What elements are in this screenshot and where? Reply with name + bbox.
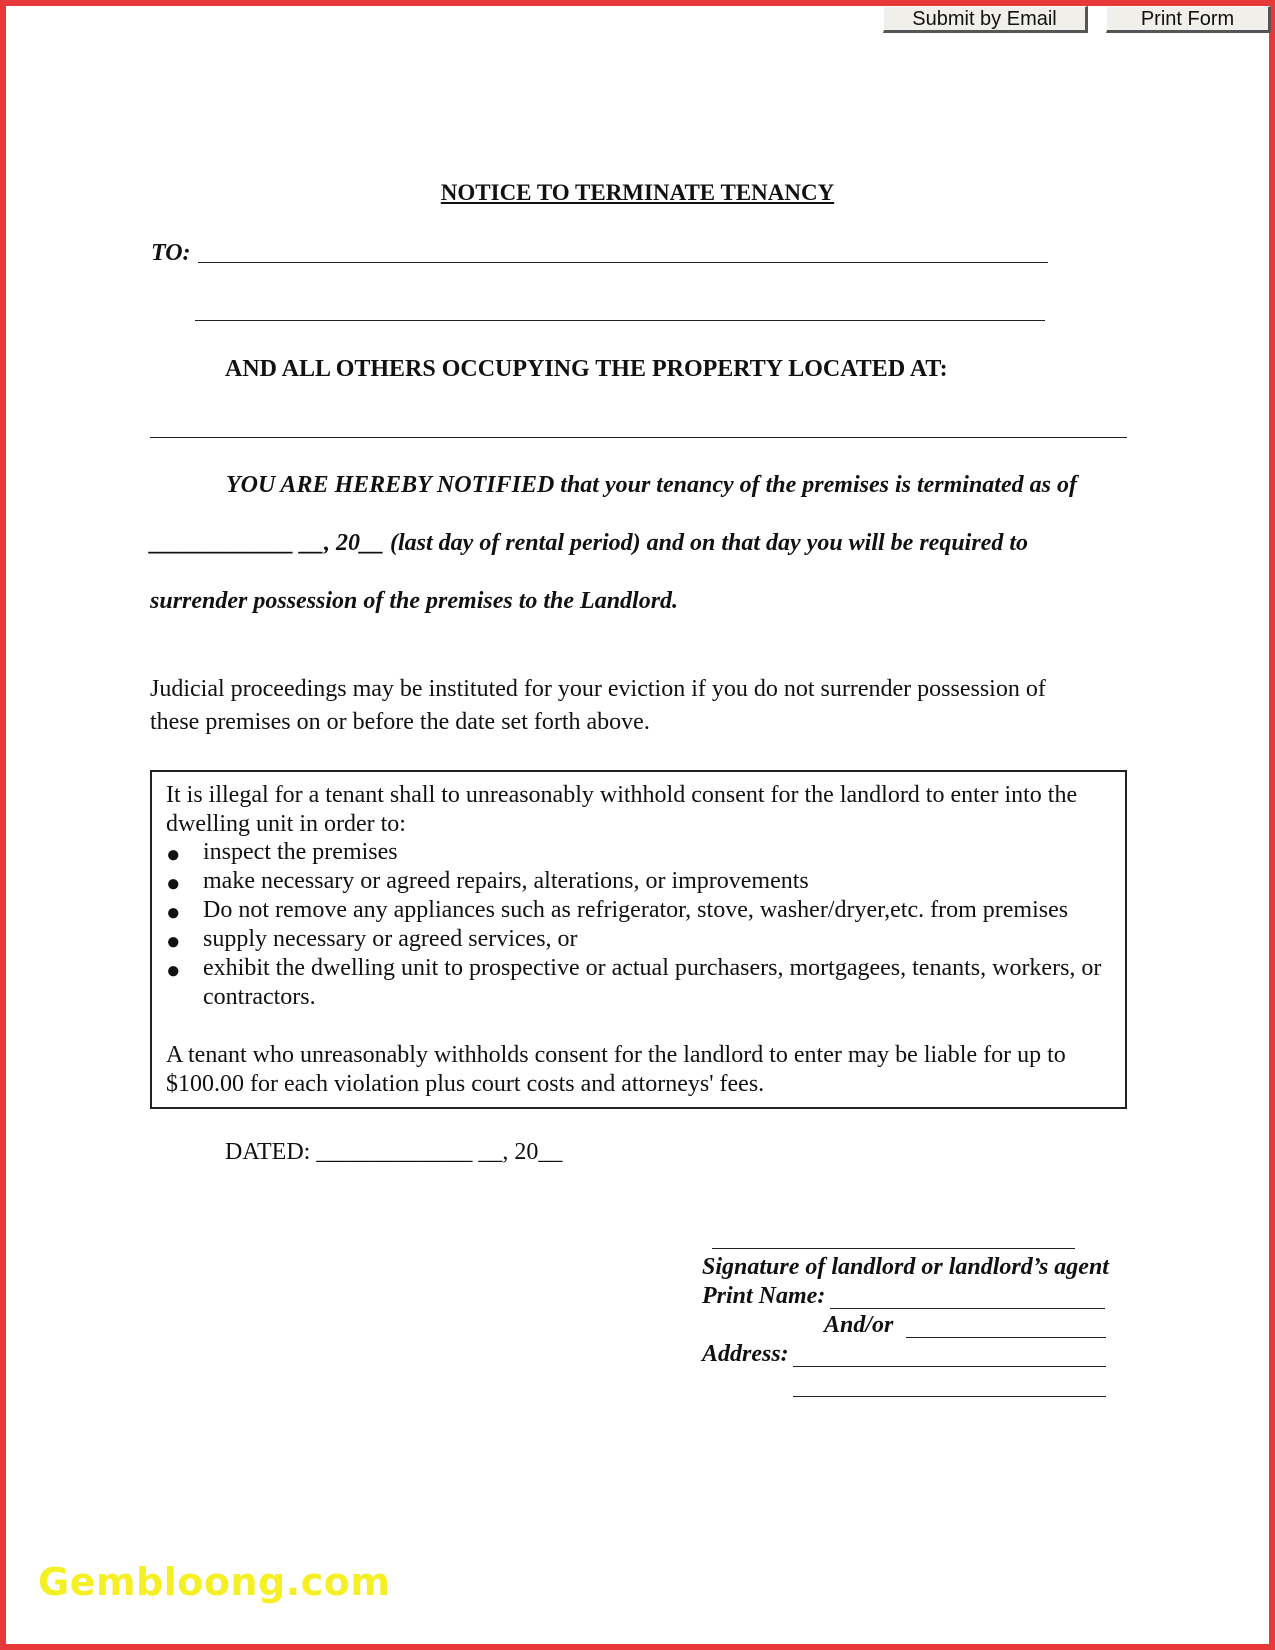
signature-line[interactable]: [712, 1248, 1075, 1249]
notice-line-3: surrender possession of the premises to the Landlord.: [150, 588, 679, 614]
dated-line: DATED: _____________ __, 20__: [225, 1139, 563, 1165]
bullet-item: exhibit the dwelling unit to prospective or actual purchasers, mortgagees, tenants, workers, or: [203, 955, 1102, 981]
bullet-item: make necessary or agreed repairs, alterations, or improvements: [203, 868, 809, 894]
bullet-icon: ●: [166, 929, 181, 955]
box-intro-line-1: It is illegal for a tenant shall to unreasonably withhold consent for the landlord to enter into the: [166, 782, 1078, 808]
notice-emphasis: YOU ARE HEREBY NOTIFIED: [226, 472, 555, 498]
bullet-continuation: contractors.: [203, 984, 316, 1010]
address-label: Address:: [702, 1341, 789, 1367]
to-name-line-2[interactable]: [195, 320, 1045, 321]
print-name-field[interactable]: [830, 1308, 1105, 1309]
address-field-line-1[interactable]: [793, 1366, 1106, 1367]
print-form-button[interactable]: Print Form: [1106, 6, 1271, 33]
bullet-item: supply necessary or agreed services, or: [203, 926, 578, 952]
bullet-icon: ●: [166, 958, 181, 984]
bullet-item: inspect the premises: [203, 839, 398, 865]
bullet-icon: ●: [166, 871, 181, 897]
property-address-line[interactable]: [150, 437, 1127, 438]
notice-line-2: ____________ __, 20__ (last day of rental period) and on that day you will be required to: [150, 530, 1029, 556]
entry-rights-box: [150, 770, 1127, 1109]
penalty-line-2: $100.00 for each violation plus court costs and attorneys' fees.: [166, 1071, 765, 1097]
form-title: NOTICE TO TERMINATE TENANCY: [440, 180, 835, 205]
submit-by-email-button[interactable]: Submit by Email: [883, 6, 1088, 33]
signature-label: Signature of landlord or landlord’s agent: [702, 1254, 1109, 1280]
print-name-label: Print Name:: [702, 1283, 826, 1309]
bullet-icon: ●: [166, 842, 181, 868]
bullet-item: Do not remove any appliances such as refrigerator, stove, washer/dryer,etc. from premises: [203, 897, 1069, 923]
notice-line-1: YOU ARE HEREBY NOTIFIED that your tenancy of the premises is terminated as of: [226, 472, 1077, 498]
address-field-line-2[interactable]: [793, 1396, 1106, 1397]
judicial-line-1: Judicial proceedings may be instituted for your eviction if you do not surrender possession of: [150, 676, 1046, 702]
judicial-line-2: these premises on or before the date set forth above.: [150, 709, 650, 735]
penalty-line-1: A tenant who unreasonably withholds consent for the landlord to enter may be liable for up to: [166, 1042, 1066, 1068]
to-label: TO:: [151, 240, 191, 266]
and-or-label: And/or: [824, 1312, 894, 1338]
to-name-line-1[interactable]: [198, 262, 1048, 263]
box-intro-line-2: dwelling unit in order to:: [166, 811, 406, 837]
watermark-text: Gembloong.com: [38, 1560, 391, 1604]
occupants-heading: AND ALL OTHERS OCCUPYING THE PROPERTY LOCATED AT:: [225, 356, 948, 382]
bullet-icon: ●: [166, 900, 181, 926]
and-or-field[interactable]: [906, 1337, 1106, 1338]
